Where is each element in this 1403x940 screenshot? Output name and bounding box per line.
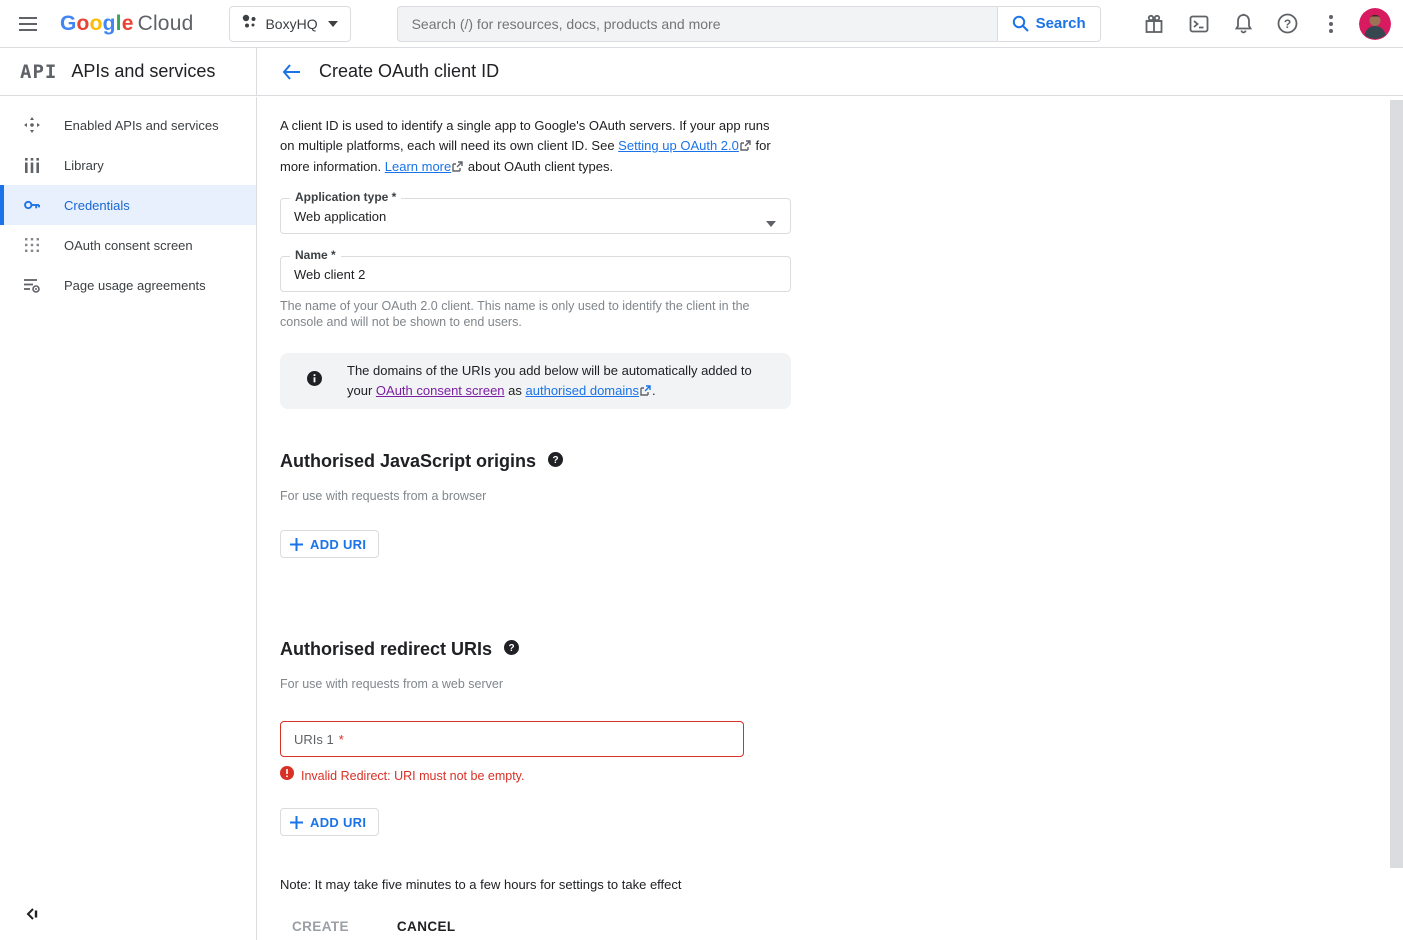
help-icon[interactable] <box>1265 2 1309 46</box>
name-label: Name * <box>290 248 341 262</box>
redirects-section-heading: Authorised redirect URIs ? <box>280 639 1390 660</box>
info-banner <box>280 353 791 409</box>
project-selector[interactable] <box>229 6 350 42</box>
page-header <box>0 48 1403 96</box>
origins-section-subtitle: For use with requests from a browser <box>280 489 487 503</box>
uri-error-message: Invalid Redirect: URI must not be empty. <box>280 766 1390 785</box>
notifications-bell-icon[interactable] <box>1221 2 1265 46</box>
name-helper-text: The name of your OAuth 2.0 client. This name is only used to identify the client in the console and will not be shown to end users. <box>280 299 750 329</box>
product-header <box>0 48 257 95</box>
user-avatar[interactable] <box>1359 8 1391 40</box>
product-title: APIs and services <box>71 61 216 81</box>
info-icon <box>307 371 322 391</box>
gift-icon[interactable] <box>1132 2 1176 46</box>
plus-icon <box>290 816 303 829</box>
external-link-icon <box>452 158 463 178</box>
scrollbar-track <box>1390 97 1403 940</box>
name-field <box>280 248 791 292</box>
chevron-down-icon <box>766 214 776 232</box>
sidebar-item-oauth-consent[interactable]: OAuth consent screen <box>0 225 256 265</box>
origins-section-heading: Authorised JavaScript origins ? <box>280 451 1390 472</box>
agreements-icon <box>24 278 40 293</box>
hamburger-menu-icon[interactable] <box>4 0 52 48</box>
application-type-select[interactable] <box>280 190 791 234</box>
external-link-icon <box>740 137 751 157</box>
project-name: BoxyHQ <box>265 15 318 32</box>
search-bar[interactable] <box>397 6 997 42</box>
enabled-apis-icon <box>24 117 40 133</box>
search-input[interactable] <box>412 16 983 32</box>
chevron-down-icon <box>328 21 338 27</box>
learn-more-link[interactable]: Learn more <box>384 159 452 174</box>
add-origin-uri-button[interactable]: ADD URI <box>280 530 379 558</box>
back-arrow-icon[interactable] <box>271 52 311 92</box>
search-button[interactable]: Search <box>997 6 1101 42</box>
library-icon <box>24 158 40 173</box>
settings-note: Note: It may take five minutes to a few hours for settings to take effect <box>280 877 682 892</box>
sidebar-item-library[interactable]: Library <box>0 145 256 185</box>
create-button[interactable]: CREATE <box>280 919 349 934</box>
cloud-shell-icon[interactable] <box>1177 2 1221 46</box>
google-cloud-logo[interactable]: Google Cloud <box>60 11 194 35</box>
api-product-logo: API <box>20 60 58 83</box>
redirect-uri-field[interactable] <box>280 721 744 757</box>
cancel-button[interactable]: CANCEL <box>396 919 456 934</box>
section-help-icon[interactable] <box>548 451 563 472</box>
collapse-sidebar-icon[interactable] <box>18 900 46 928</box>
oauth-consent-screen-link[interactable]: OAuth consent screen <box>375 382 505 398</box>
uri-required-asterisk: * <box>338 731 344 747</box>
sidebar-item-enabled-apis[interactable]: Enabled APIs and services <box>0 105 256 145</box>
main-content <box>258 97 1390 940</box>
scrollbar-thumb[interactable] <box>1390 100 1403 868</box>
redirects-section-subtitle: For use with requests from a web server <box>280 677 503 691</box>
info-banner-text: The domains of the URIs you add below will be automatically added to your OAuth consent screen as authorised domains . <box>347 361 767 402</box>
page-title-bar <box>257 52 499 92</box>
intro-text: A client ID is used to identify a single app to Google's OAuth servers. If your app runs on multiple platforms, each will need its own client ID. See Setting up OAuth 2.0 for more information. Learn more about OAuth client types. <box>280 116 787 178</box>
sidebar-item-credentials[interactable]: Credentials <box>0 185 256 225</box>
authorised-domains-link[interactable]: authorised domains <box>525 382 639 398</box>
external-link-icon <box>640 382 651 402</box>
uri-field-label: URIs 1 <box>294 731 334 747</box>
search-icon <box>1012 15 1029 32</box>
sidebar-item-page-usage[interactable]: Page usage agreements <box>0 265 256 305</box>
project-icon <box>242 14 257 34</box>
name-input[interactable] <box>294 267 754 282</box>
top-bar <box>0 0 1403 48</box>
page-title: Create OAuth client ID <box>319 61 500 81</box>
application-type-value: Web application <box>294 208 387 224</box>
more-vert-icon[interactable] <box>1309 2 1353 46</box>
svg-text:?: ? <box>508 643 515 654</box>
plus-icon <box>290 538 303 551</box>
application-type-label: Application type * <box>290 190 401 204</box>
section-help-icon[interactable] <box>504 639 519 660</box>
add-redirect-uri-button[interactable]: ADD URI <box>280 808 379 836</box>
consent-icon <box>24 238 40 252</box>
setting-up-oauth-link[interactable]: Setting up OAuth 2.0 <box>618 138 739 153</box>
svg-text:?: ? <box>1283 17 1291 31</box>
form-actions <box>280 919 1390 934</box>
svg-text:?: ? <box>552 455 559 466</box>
error-icon <box>280 766 294 785</box>
topbar-icons <box>1132 2 1391 46</box>
sidebar <box>0 97 257 940</box>
key-icon <box>24 200 40 210</box>
